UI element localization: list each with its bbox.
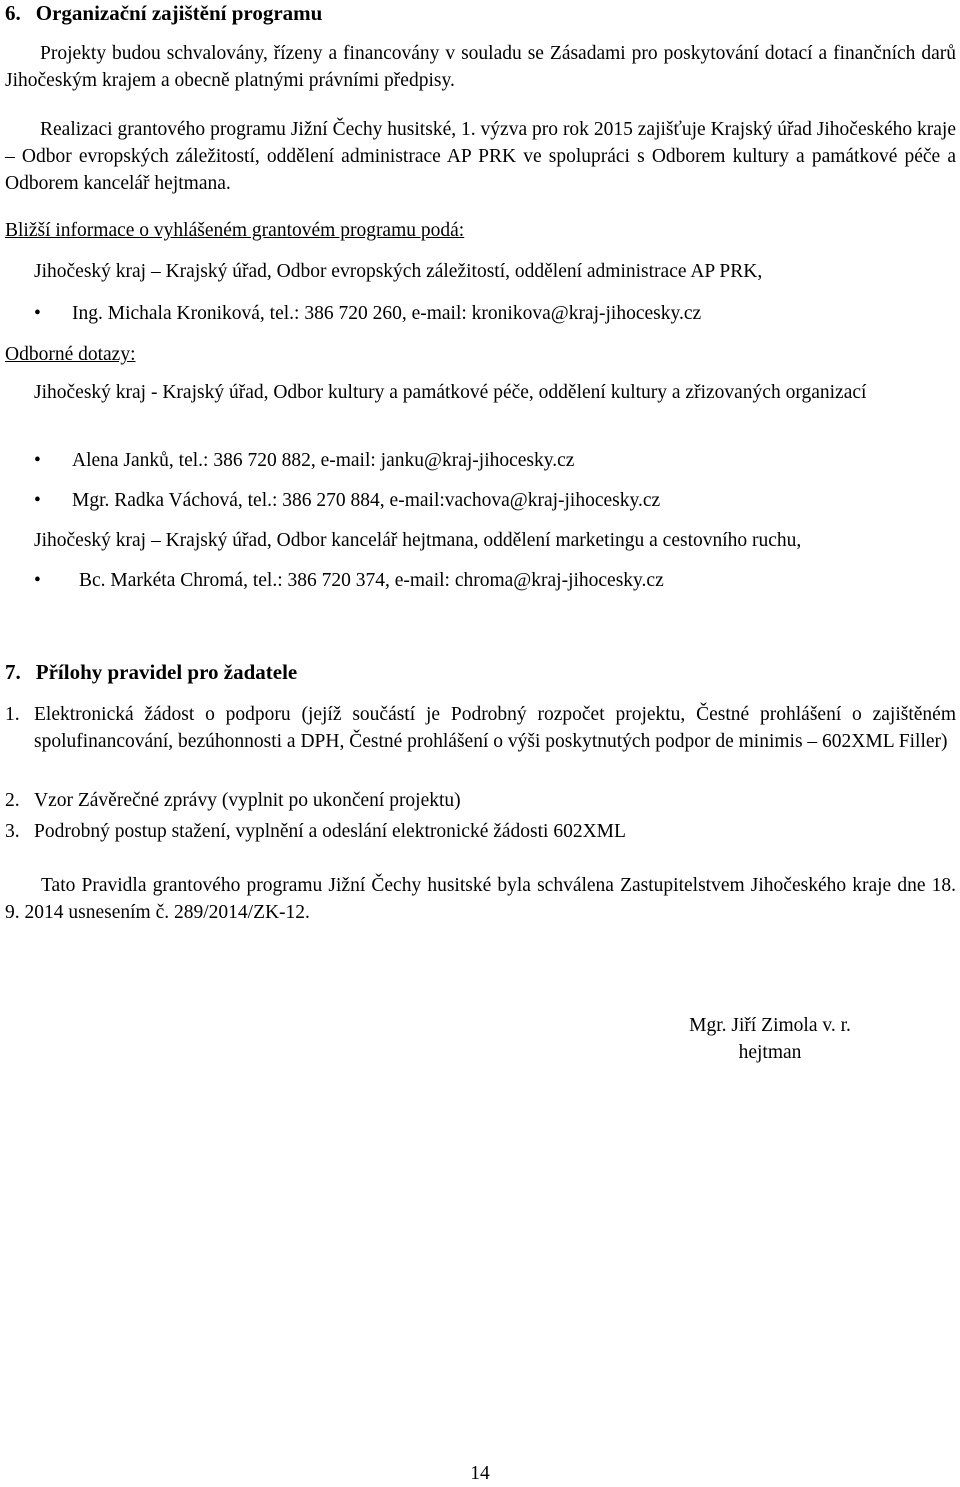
bullet-icon: •: [34, 450, 41, 471]
signature-name: Mgr. Jiří Zimola v. r.: [689, 1015, 851, 1036]
office-culture: Jihočeský kraj - Krajský úřad, Odbor kultury a památkové péče, oddělení kultury a zřizovaných organizací: [34, 382, 867, 403]
expert-heading: Odborné dotazy:: [5, 344, 136, 365]
contact-janku: Alena Janků, tel.: 386 720 882, e-mail: janku@kraj-jihocesky.cz: [72, 450, 575, 471]
attachment-item-3: [5, 818, 956, 845]
signature-role: hejtman: [738, 1042, 802, 1063]
section-number: 7.: [5, 660, 21, 684]
bullet-icon: •: [34, 490, 41, 511]
item-number: 1.: [5, 704, 20, 725]
item-number: 3.: [5, 821, 20, 842]
section-number: 6.: [5, 1, 21, 25]
office-european-affairs: Jihočeský kraj – Krajský úřad, Odbor evropských záležitostí, oddělení administrace AP PRK,: [34, 261, 763, 282]
signature-block: [650, 1012, 890, 1066]
office-governor: Jihočeský kraj – Krajský úřad, Odbor kancelář hejtmana, oddělení marketingu a cestovního ruchu,: [34, 530, 802, 551]
contact-chroma: Bc. Markéta Chromá, tel.: 386 720 374, e-mail: chroma@kraj-jihocesky.cz: [79, 570, 664, 591]
section-6-heading: [5, 0, 322, 27]
contact-kronikova: Ing. Michala Kroniková, tel.: 386 720 260, e-mail: kronikova@kraj-jihocesky.cz: [72, 303, 702, 324]
item-number: 2.: [5, 790, 20, 811]
paragraph-realization: Realizaci grantového programu Jižní Čechy husitské, 1. výzva pro rok 2015 zajišťuje Krajský úřad Jihočeského kraje – Odbor evropských záležitostí, oddělení administrace AP PRK ve spolupráci s Odborem kultury a památkové péče a Odborem kancelář hejtmana.: [5, 119, 956, 194]
approval-paragraph: Tato Pravidla grantového programu Jižní Čechy husitské byla schválena Zastupitelstvem Jihočeského kraje dne 18. 9. 2014 usnesením č. 289/2014/ZK-12.: [5, 875, 956, 923]
item-text: Vzor Závěrečné zprávy (vyplnit po ukončení projektu): [34, 790, 461, 811]
info-heading: Bližší informace o vyhlášeném grantovém programu podá:: [5, 220, 465, 241]
section-title: Organizační zajištění programu: [35, 1, 323, 25]
attachment-item-1: [5, 701, 956, 755]
item-text: Elektronická žádost o podporu (jejíž součástí je Podrobný rozpočet projektu, Čestné prohlášení o zajištěném spolufinancování, bezúhonnosti a DPH, Čestné prohlášení o výši poskytnutých podpor de minimis – 602XML Filler): [34, 704, 956, 752]
item-text: Podrobný postup stažení, vyplnění a odeslání elektronické žádosti 602XML: [34, 821, 626, 842]
attachment-item-2: [5, 787, 956, 814]
section-7-heading: [5, 659, 297, 686]
section-title: Přílohy pravidel pro žadatele: [35, 660, 298, 684]
bullet-icon: •: [34, 303, 41, 324]
page-number: 14: [470, 1463, 490, 1484]
bullet-icon: •: [34, 570, 41, 591]
paragraph-funding: Projekty budou schvalovány, řízeny a financovány v souladu se Zásadami pro poskytování dotací a finančních darů Jihočeským krajem a obecně platnými právními předpisy.: [5, 43, 956, 91]
contact-vachova: Mgr. Radka Váchová, tel.: 386 270 884, e-mail:vachova@kraj-jihocesky.cz: [72, 490, 661, 511]
